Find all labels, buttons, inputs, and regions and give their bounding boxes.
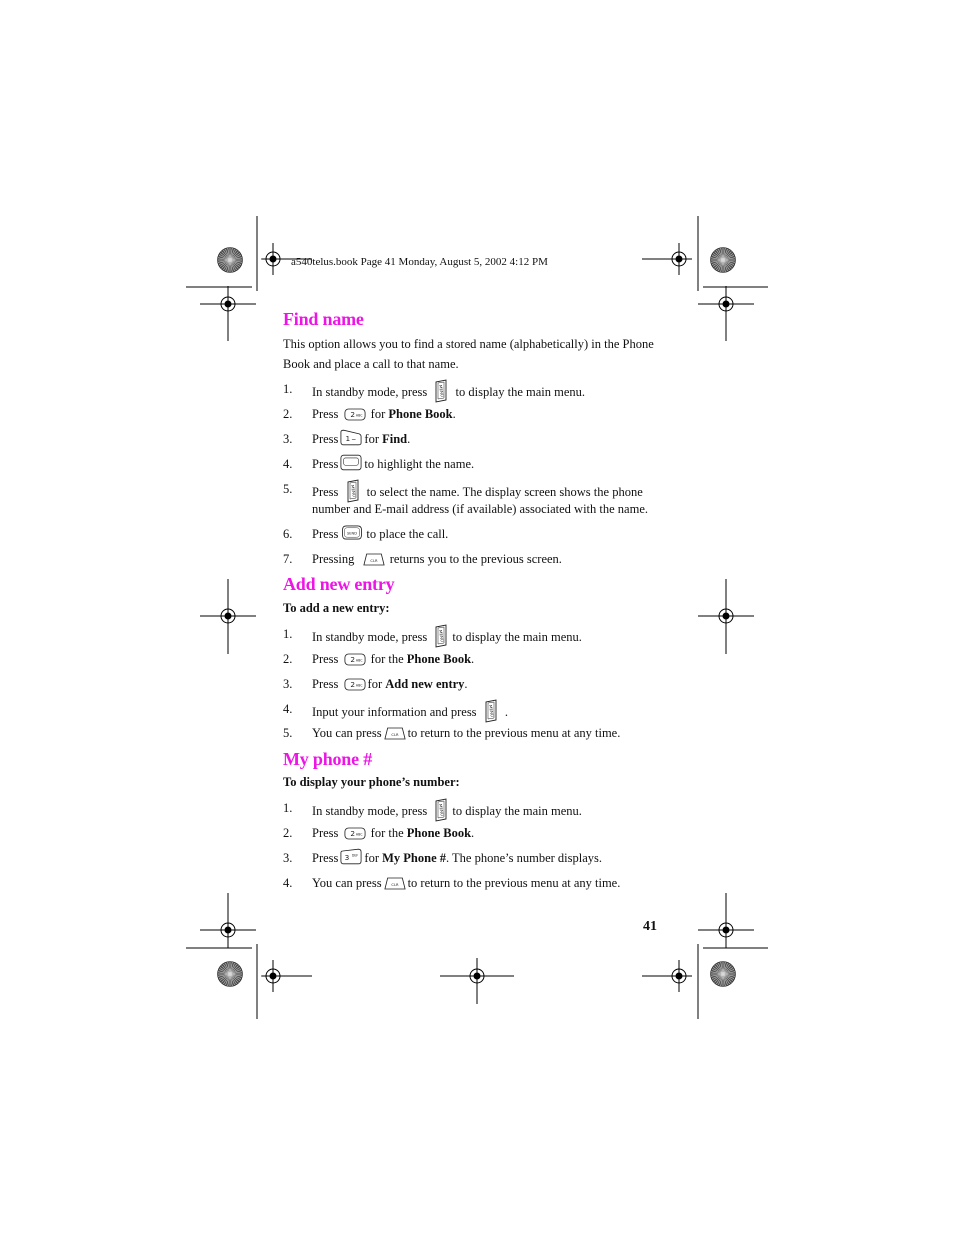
page-slug: a540telus.book Page 41 Monday, August 5, 2002 4:12 PM xyxy=(291,256,548,268)
section-title-my-phone: My phone # xyxy=(283,749,373,769)
manual-page: a540telus.book Page 41 Monday, August 5, 2002 4:12 PM Find name This option allows you to find a stored name (alphabetically) in the Phone Book and place a call to that name. 1. In standby mode, press to display the main menu. 2. Press for Phone Book. 3. Press for Find. 4. Press to highlight the name. 5. Press to select the name. The display screen shows the phone number and E-mail address (if available) associated with the name. 6. Press to place the call. 7. Pressing returns you to the previous screen. Add new entry To add a new entry: 1. In standby mode, press to display the main menu. 2. Press for the Phone Book. 3. Press for Add new entry. 4. Input your information and press . 5. You can press to return to the previous menu at any time. My phone # To display your phone’s number: 1. In standby mode, press to display the main menu. 2. Press for the Phone Book. 3. Press for My Phone #. The phone’s number displays. 4. You can press to return to the previous menu at any time. 41 xyxy=(0,0,954,1235)
menu-key-icon xyxy=(432,379,450,403)
clr-key-icon xyxy=(384,727,406,740)
1-key-icon xyxy=(340,429,362,446)
section-title-find-name: Find name xyxy=(283,309,364,329)
section-title-add-new-entry: Add new entry xyxy=(283,574,395,594)
clr-key-icon xyxy=(363,553,385,566)
2-abc-key-icon xyxy=(344,827,366,840)
2-abc-key-icon xyxy=(344,408,366,421)
send-key-icon xyxy=(340,524,364,541)
menu-key-icon xyxy=(482,699,500,723)
2-abc-key-icon xyxy=(344,678,366,691)
section-intro-find-name: This option allows you to find a stored name (alphabetically) in the Phone Book and place a call to that name. xyxy=(283,337,654,371)
menu-key-icon xyxy=(432,624,450,648)
3-def-key-icon xyxy=(340,848,362,865)
clr-key-icon xyxy=(384,877,406,890)
section-subtitle-add-new-entry: To add a new entry: xyxy=(283,601,390,615)
section-subtitle-my-phone: To display your phone’s number: xyxy=(283,775,460,789)
2-abc-key-icon xyxy=(344,653,366,666)
navigation-key-icon xyxy=(340,454,362,471)
page-number: 41 xyxy=(643,919,657,934)
menu-key-icon xyxy=(432,798,450,822)
